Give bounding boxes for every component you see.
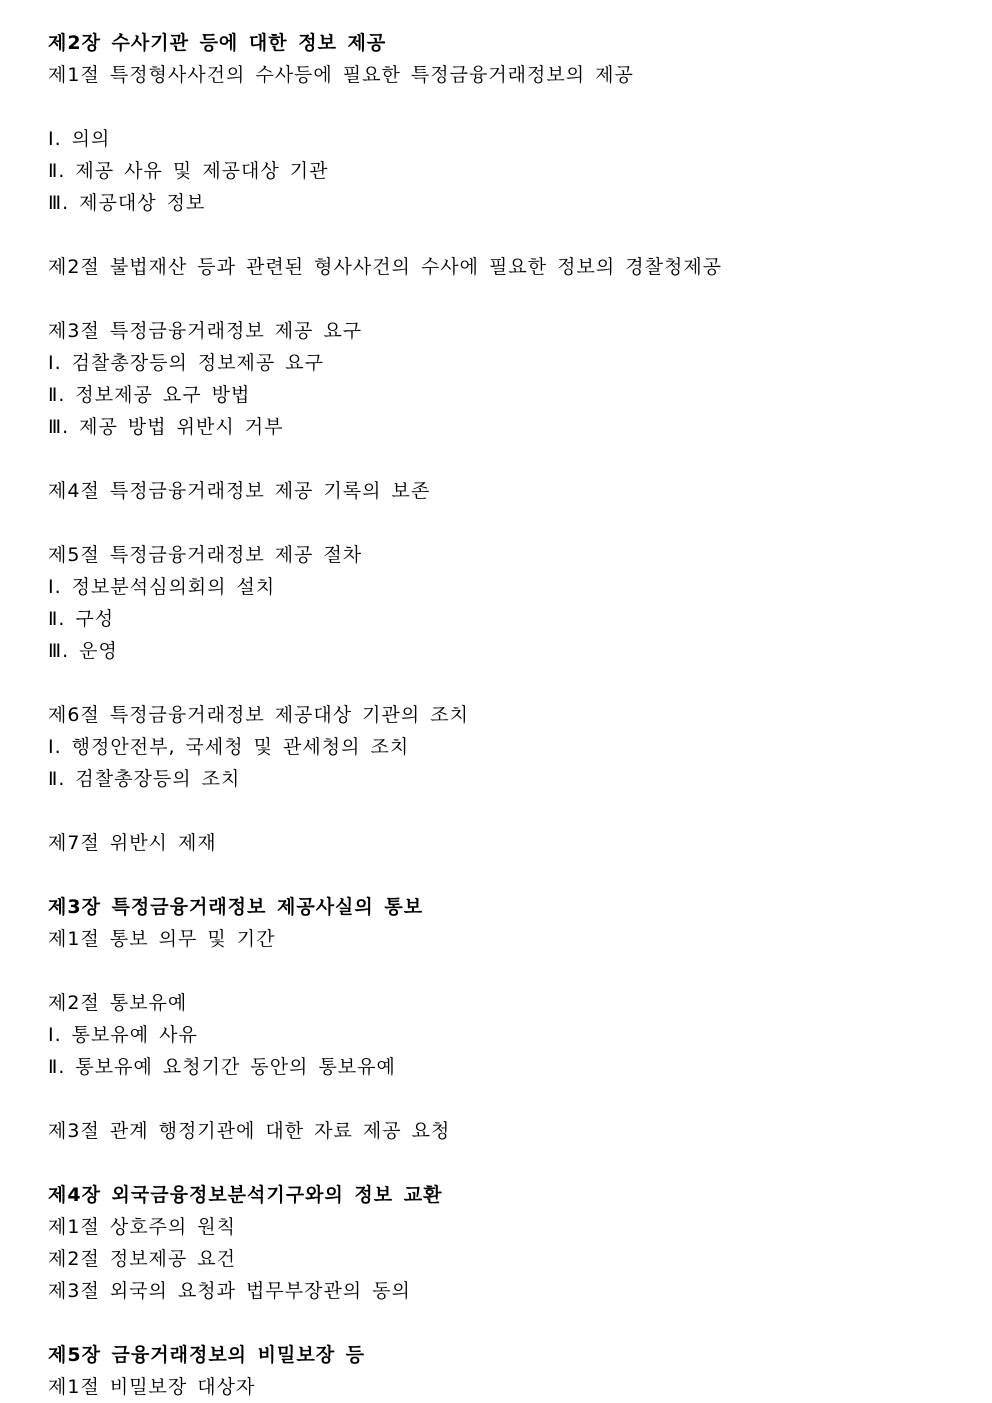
blank-line (48, 91, 968, 123)
blank-line (48, 1083, 968, 1115)
chapter-heading: 제3장 특정금융거래정보 제공사실의 통보 (48, 896, 424, 918)
section-heading: 제2절 불법재산 등과 관련된 형사사건의 수사에 필요한 정보의 경찰청제공 (48, 256, 723, 278)
section-heading: 제1절 통보 의무 및 기간 (48, 928, 276, 950)
list-item: Ⅱ. 통보유예 요청기간 동안의 통보유예 (48, 1056, 396, 1078)
chapter-heading: 제4장 외국금융정보분석기구와의 정보 교환 (48, 1184, 443, 1206)
section-heading: 제3절 외국의 요청과 법무부장관의 동의 (48, 1280, 411, 1302)
blank-line (48, 1307, 968, 1339)
section-heading: 제4절 특정금융거래정보 제공 기록의 보존 (48, 480, 431, 502)
list-item: Ⅱ. 정보제공 요구 방법 (48, 384, 251, 406)
section-heading: 제7절 위반시 제재 (48, 832, 217, 854)
table-of-contents (48, 27, 968, 1403)
section-heading: 제2절 통보유예 (48, 992, 188, 1014)
list-item: Ⅱ. 검찰총장등의 조치 (48, 768, 241, 790)
blank-line (48, 859, 968, 891)
list-item: Ⅱ. 구성 (48, 608, 115, 630)
list-item: Ⅰ. 통보유예 사유 (48, 1024, 198, 1046)
section-heading: 제1절 비밀보장 대상자 (48, 1376, 256, 1398)
list-item: Ⅱ. 제공 사유 및 제공대상 기관 (48, 160, 329, 182)
blank-line (48, 667, 968, 699)
blank-line (48, 219, 968, 251)
blank-line (48, 1147, 968, 1179)
section-heading: 제1절 상호주의 원칙 (48, 1216, 236, 1238)
blank-line (48, 443, 968, 475)
section-heading: 제3절 특정금융거래정보 제공 요구 (48, 320, 363, 342)
chapter-heading: 제5장 금융거래정보의 비밀보장 등 (48, 1344, 366, 1366)
list-item: Ⅲ. 제공대상 정보 (48, 192, 206, 214)
section-heading: 제5절 특정금융거래정보 제공 절차 (48, 544, 363, 566)
list-item: Ⅲ. 운영 (48, 640, 118, 662)
blank-line (48, 283, 968, 315)
chapter-heading: 제2장 수사기관 등에 대한 정보 제공 (48, 32, 387, 54)
blank-line (48, 955, 968, 987)
list-item: Ⅰ. 행정안전부, 국세청 및 관세청의 조치 (48, 736, 410, 758)
section-heading: 제1절 특정형사사건의 수사등에 필요한 특정금융거래정보의 제공 (48, 64, 634, 86)
list-item: Ⅰ. 정보분석심의회의 설치 (48, 576, 276, 598)
section-heading: 제3절 관계 행정기관에 대한 자료 제공 요청 (48, 1120, 451, 1142)
section-heading: 제2절 정보제공 요건 (48, 1248, 236, 1270)
list-item: Ⅰ. 검찰총장등의 정보제공 요구 (48, 352, 325, 374)
blank-line (48, 507, 968, 539)
list-item: Ⅲ. 제공 방법 위반시 거부 (48, 416, 284, 438)
blank-line (48, 795, 968, 827)
section-heading: 제6절 특정금융거래정보 제공대상 기관의 조치 (48, 704, 469, 726)
list-item: Ⅰ. 의의 (48, 128, 111, 150)
